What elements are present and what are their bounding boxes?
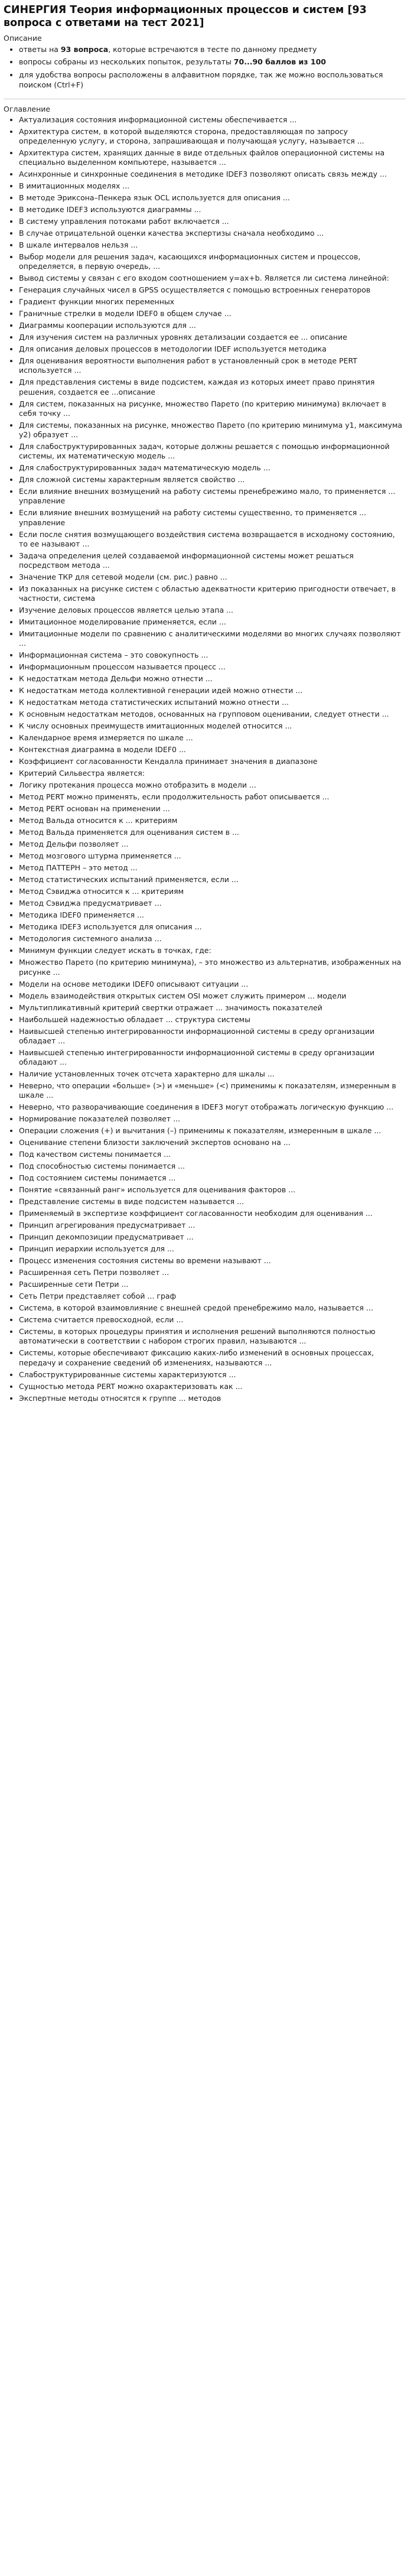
toc-item-label[interactable]: Расширенные сети Петри ... <box>19 1280 129 1289</box>
toc-item-label[interactable]: Метод статистических испытаний применяется, если ... <box>19 875 239 884</box>
toc-item[interactable] <box>19 1382 406 1391</box>
toc-item[interactable] <box>19 584 406 603</box>
toc-item[interactable] <box>19 333 406 342</box>
toc-item-label[interactable]: Для слабоструктурированных задач математическую модель ... <box>19 463 270 473</box>
toc-item-label[interactable]: Наивысшей степенью интегрированности информационной системы в среду организации обладает ... <box>19 1026 375 1045</box>
description-list <box>4 44 406 90</box>
toc-item-label[interactable]: Метод PERT основан на применении ... <box>19 804 170 814</box>
toc-item-label[interactable]: Для оценивания вероятности выполнения работ в установленный срок в методе PERT используется ... <box>19 356 357 375</box>
toc-item-label[interactable]: Метод Вальда применяется для оценивания систем в ... <box>19 828 239 837</box>
toc-item-label[interactable]: Неверно, что операции «больше» (>) и «меньше» (<) применимы к показателям, измеренным в шкале ... <box>19 1081 396 1100</box>
toc-item[interactable] <box>19 573 406 582</box>
toc-item-label[interactable]: Методика IDEF3 используется для описания ... <box>19 922 202 932</box>
toc-item[interactable] <box>19 148 406 167</box>
toc-item[interactable] <box>19 674 406 684</box>
toc-item-label[interactable]: Сеть Петри представляет собой ... граф <box>19 1292 177 1301</box>
toc-item[interactable] <box>19 378 406 396</box>
toc-item-label[interactable]: Информационная система – это совокупность ... <box>19 650 208 660</box>
toc-item-label[interactable]: Применяемый в экспертизе коэффициент согласованности необходим для оценивания ... <box>19 1209 373 1218</box>
toc-item-label[interactable]: Информационным процессом называется процесс ... <box>19 662 226 672</box>
toc-item-label[interactable]: Метод PERT можно применять, если продолжительность работ описывается ... <box>19 792 330 802</box>
toc-item[interactable] <box>19 721 406 731</box>
toc-item-label[interactable]: Если влияние внешних возмущений на работу системы пренебрежимо мало, то применяется ... управление <box>19 487 396 506</box>
toc-item[interactable] <box>19 463 406 473</box>
toc-item-label[interactable]: Имитационные модели по сравнению с аналитическими моделями во многих случаях позволяют ... <box>19 629 401 648</box>
toc-item[interactable] <box>19 193 406 203</box>
toc-item-label[interactable]: Архитектура систем, хранящих данные в виде отдельных файлов операционной системы на специально выделенном компьютере, называется ... <box>19 148 385 167</box>
toc-item[interactable] <box>19 475 406 484</box>
toc-item-label[interactable]: Для представления системы в виде подсистем, каждая из которых имеет право принятия решения, создается ее ...описание <box>19 378 375 396</box>
description-text: , которые встречаются в тесте по данному предмету <box>108 45 317 54</box>
toc-item-label[interactable]: Процесс изменения состояния системы во времени называют ... <box>19 1256 271 1266</box>
toc-item[interactable] <box>19 1315 406 1325</box>
toc-item[interactable] <box>19 421 406 440</box>
toc-item[interactable] <box>19 922 406 932</box>
toc-item[interactable] <box>19 127 406 146</box>
toc-item-label[interactable]: Множество Парето (по критерию минимума), – это множество из альтернатив, изображенных на рисунке ... <box>19 958 402 977</box>
toc-item-label[interactable]: Коэффициент согласованности Кендалла принимает значения в диапазоне <box>19 757 318 766</box>
description-bold: 93 вопроса <box>60 45 109 54</box>
toc-item-label[interactable]: Диаграммы кооперации используются для ... <box>19 321 196 330</box>
toc-item-label[interactable]: Представление системы в виде подсистем называется ... <box>19 1197 245 1206</box>
toc-item-label[interactable]: В систему управления потоками работ включается ... <box>19 217 229 226</box>
toc-item[interactable] <box>19 551 406 570</box>
toc-item[interactable] <box>19 733 406 743</box>
toc-item[interactable] <box>19 321 406 330</box>
description-item <box>19 70 406 90</box>
toc-item-label[interactable]: Для описания деловых процессов в методологии IDEF используется методика <box>19 344 327 354</box>
toc-item[interactable] <box>19 980 406 989</box>
toc-item-label[interactable]: Наличие установленных точек отсчета характерно для шкалы ... <box>19 1069 275 1079</box>
toc-item[interactable] <box>19 170 406 179</box>
toc-item-label[interactable]: В методе Эриксона–Пенкера язык OCL используется для описания ... <box>19 193 290 203</box>
toc-item[interactable] <box>19 1185 406 1195</box>
toc-item[interactable] <box>19 229 406 238</box>
description-bold: 70...90 баллов из 100 <box>233 57 326 67</box>
toc-item[interactable] <box>19 662 406 672</box>
toc-item[interactable] <box>19 309 406 318</box>
toc-item[interactable] <box>19 217 406 226</box>
toc-item-label[interactable]: К недостаткам метода коллективной генерации идей можно отнести ... <box>19 686 303 695</box>
toc-item[interactable] <box>19 863 406 873</box>
toc-item[interactable] <box>19 946 406 955</box>
toc-item-label[interactable]: Методология системного анализа ... <box>19 934 162 944</box>
toc-item[interactable] <box>19 252 406 271</box>
toc-item-label[interactable]: Наибольшей надежностью обладает ... структура системы <box>19 1014 250 1024</box>
toc-item[interactable] <box>19 399 406 418</box>
toc-item[interactable] <box>19 1015 406 1024</box>
toc-item-label[interactable]: Значение ТКР для сетевой модели (см. рис.) равно ... <box>19 573 227 582</box>
toc-item-label[interactable]: Из показанных на рисунке систем с областью адекватности критерию пригодности отвечает, в частности, система <box>19 584 396 603</box>
toc-item[interactable] <box>19 1114 406 1124</box>
toc-item[interactable] <box>19 745 406 754</box>
toc-item-label[interactable]: Контекстная диаграмма в модели IDEF0 ... <box>19 745 186 754</box>
description-text: вопросы собраны из нескольких попыток, результаты <box>19 57 234 67</box>
toc-item[interactable] <box>19 508 406 527</box>
toc-item[interactable] <box>19 274 406 283</box>
toc-item-label[interactable]: Системы, в которых процедуры принятия и исполнения решений выполняются полностью автоматически в соответствии с набором строгих правил, называются ... <box>19 1327 376 1346</box>
toc-item[interactable] <box>19 356 406 375</box>
toc-item-label[interactable]: Критерий Сильвестра является: <box>19 769 145 778</box>
toc-item[interactable] <box>19 1138 406 1147</box>
toc-item[interactable] <box>19 851 406 861</box>
toc-item-label[interactable]: Для изучения систем на различных уровнях детализации создается ее ... описание <box>19 333 347 342</box>
toc-item[interactable] <box>19 1327 406 1346</box>
description-item <box>19 57 406 67</box>
toc-item[interactable] <box>19 1003 406 1013</box>
toc-item[interactable] <box>19 240 406 250</box>
toc-item[interactable] <box>19 344 406 354</box>
toc-item-label[interactable]: Граничные стрелки в модели IDEF0 в общем случае ... <box>19 309 232 318</box>
toc-item-label[interactable]: Система, в которой взаимовлияние с внешней средой пренебрежимо мало, называется ... <box>19 1303 373 1313</box>
toc-item[interactable] <box>19 1256 406 1266</box>
toc-item-label[interactable]: Мультипликативный критерий свертки отражает ... значимость показателей <box>19 1003 322 1012</box>
toc-item[interactable] <box>19 1081 406 1100</box>
toc-item[interactable] <box>19 1173 406 1183</box>
toc-item-label[interactable]: Нормирование показателей позволяет ... <box>19 1114 181 1124</box>
toc-item[interactable] <box>19 816 406 825</box>
toc-item-label[interactable]: В случае отрицательной оценки качества экспертизы сначала необходимо ... <box>19 229 324 238</box>
toc-item[interactable] <box>19 804 406 814</box>
toc-item-label[interactable]: К недостаткам метода Дельфи можно отнести ... <box>19 674 213 684</box>
toc-item[interactable] <box>19 1394 406 1403</box>
toc-item[interactable] <box>19 205 406 214</box>
toc-item-label[interactable]: Актуализация состояния информационной системы обеспечивается ... <box>19 115 297 124</box>
toc-item[interactable] <box>19 1348 406 1367</box>
toc-item-label[interactable]: Минимум функции следует искать в точках, где: <box>19 946 211 955</box>
toc-item[interactable] <box>19 1292 406 1301</box>
toc-item[interactable] <box>19 285 406 295</box>
toc-item[interactable] <box>19 1150 406 1159</box>
toc-item[interactable] <box>19 887 406 896</box>
toc-item[interactable] <box>19 828 406 837</box>
toc-item[interactable] <box>19 442 406 461</box>
toc-item-label[interactable]: Под состоянием системы понимается ... <box>19 1173 176 1183</box>
toc-item-label[interactable]: В методике IDEF3 используются диаграммы ... <box>19 205 201 214</box>
toc-item-label[interactable]: Операции сложения (+) и вычитания (–) применимы к показателям, измеренным в шкале ... <box>19 1126 382 1136</box>
toc-item[interactable] <box>19 650 406 660</box>
toc-item[interactable] <box>19 1232 406 1242</box>
toc-item-label[interactable]: Оценивание степени близости заключений экспертов основано на ... <box>19 1138 291 1147</box>
toc-item[interactable] <box>19 757 406 766</box>
description-text: ответы на <box>19 45 61 54</box>
toc-item-label[interactable]: Логику протекания процесса можно отобразить в модели ... <box>19 780 256 790</box>
toc-item-label[interactable]: Архитектура систем, в которой выделяются сторона, предоставляющая по запросу определенную услугу, и сторона, запрашивающая и получающая услугу, называется ... <box>19 126 364 145</box>
toc-item[interactable] <box>19 115 406 125</box>
toc-item[interactable] <box>19 1162 406 1171</box>
toc-item-label[interactable]: Сущностью метода PERT можно охарактеризовать как ... <box>19 1381 243 1391</box>
toc-item[interactable] <box>19 606 406 615</box>
toc-item-label[interactable]: Если после снятия возмущающего воздействия система возвращается в исходному состоянию, то ее называют ... <box>19 529 395 548</box>
toc-item[interactable] <box>19 769 406 778</box>
toc-item[interactable] <box>19 934 406 944</box>
toc-item-label[interactable]: Вывод системы у связан с его входом соотношением y=ax+b. Является ли система линейной: <box>19 274 389 283</box>
toc-item-label[interactable]: Выбор модели для решения задач, касающихся информационных систем и процессов, определяется, в первую очередь, ... <box>19 252 361 271</box>
toc-item-label[interactable]: Календарное время измеряется по шкале ... <box>19 733 193 743</box>
toc-label: Оглавление <box>4 104 51 113</box>
toc-item-label[interactable]: К недостаткам метода статистических испытаний можно отнести ... <box>19 698 289 707</box>
toc-item[interactable] <box>19 1370 406 1380</box>
toc-item[interactable] <box>19 1102 406 1112</box>
toc-item-label[interactable]: Под способностью системы понимается ... <box>19 1162 185 1171</box>
toc-item-label[interactable]: Понятие «связанный ранг» используется для оценивания факторов ... <box>19 1185 296 1195</box>
toc-item-label[interactable]: Метод мозгового штурма применяется ... <box>19 851 181 861</box>
toc-item-label[interactable]: Метод Вальда относится к ... критериям <box>19 816 178 825</box>
toc-item-label[interactable]: В шкале интервалов нельзя ... <box>19 240 138 250</box>
toc-item-label[interactable]: Неверно, что разворачивающие соединения в IDEF3 могут отображать логическую функцию ... <box>19 1102 394 1112</box>
toc-item-label[interactable]: Принцип декомпозиции предусматривает ... <box>19 1232 194 1242</box>
toc-item[interactable] <box>19 686 406 695</box>
toc-item[interactable] <box>19 792 406 802</box>
toc-item[interactable] <box>19 710 406 719</box>
toc-item-label[interactable]: Асинхронные и синхронные соединения в методике IDEF3 позволяют описать связь между ... <box>19 170 387 179</box>
toc-item[interactable] <box>19 958 406 977</box>
toc-item-label[interactable]: Методика IDEF0 применяется ... <box>19 910 144 920</box>
toc-item-label[interactable]: Градиент функции многих переменных <box>19 297 175 307</box>
toc-item-label[interactable]: В имитационных моделях ... <box>19 181 130 191</box>
toc-item[interactable] <box>19 840 406 849</box>
toc-item[interactable] <box>19 1268 406 1277</box>
toc-item[interactable] <box>19 1069 406 1079</box>
toc-item-label[interactable]: Система считается превосходной, если ... <box>19 1315 184 1325</box>
toc-item-label[interactable]: Слабоструктурированные системы характеризуются ... <box>19 1370 236 1379</box>
toc-item[interactable] <box>19 1126 406 1136</box>
toc-item-label[interactable]: Имитационное моделирование применяется, если ... <box>19 617 226 627</box>
toc-item[interactable] <box>19 297 406 307</box>
toc-item[interactable] <box>19 530 406 549</box>
toc-item-label[interactable]: Для сложной системы характерным является свойство ... <box>19 475 245 484</box>
toc-item-label[interactable]: Метод Дельфи позволяет ... <box>19 840 129 849</box>
toc-item-label[interactable]: Модель взаимодействия открытых систем OSI может служить примером ... модели <box>19 991 347 1000</box>
toc-item[interactable] <box>19 181 406 191</box>
toc-list <box>4 115 406 1403</box>
toc-item[interactable] <box>19 1209 406 1218</box>
toc-item-label[interactable]: Расширенная сеть Петри позволяет ... <box>19 1268 169 1277</box>
page-title: СИНЕРГИЯ Теория информационных процессов и систем [93 вопроса с ответами на тест 2021] <box>4 4 367 29</box>
toc-item[interactable] <box>19 875 406 884</box>
toc-item-label[interactable]: К основным недостаткам методов, основанных на групповом оценивании, следует отнести ... <box>19 710 389 719</box>
toc-item-label[interactable]: Модели на основе методики IDEF0 описывают ситуации ... <box>19 979 249 988</box>
toc-item-label[interactable]: Для системы, показанных на рисунке, множество Парето (по критерию минимума y1, максимума y2) образует ... <box>19 420 403 440</box>
toc-item-label[interactable]: Метод ПАТТЕРН – это метод ... <box>19 863 138 873</box>
description-text: для удобства вопросы расположены в алфавитном порядке, так же можно воспользоваться поиском (Ctrl+F) <box>19 70 383 90</box>
toc-item-label[interactable]: Если влияние внешних возмущений на работу системы существенно, то применяется ... управление <box>19 508 367 527</box>
toc-item[interactable] <box>19 1048 406 1067</box>
toc-item-label[interactable]: К числу основных преимуществ имитационных моделей относится ... <box>19 721 292 731</box>
toc-item[interactable] <box>19 780 406 790</box>
toc-item-label[interactable]: Для слабоструктурированных задач, которые должны решается с помощью информационной системы, их математическую модель ... <box>19 442 390 461</box>
toc-item[interactable] <box>19 487 406 506</box>
toc-item-label[interactable]: Системы, которые обеспечивают фиксацию каких-либо изменений в основных процессах, передачу и сохранение сведений об изменениях, называются ... <box>19 1348 374 1367</box>
toc-item[interactable] <box>19 617 406 627</box>
toc-item-label[interactable]: Принцип иерархии используется для ... <box>19 1244 174 1254</box>
toc-item[interactable] <box>19 1303 406 1313</box>
toc-item[interactable] <box>19 1221 406 1230</box>
description-item <box>19 44 406 54</box>
toc-item[interactable] <box>19 899 406 908</box>
description-label: Описание <box>4 34 42 43</box>
toc-item-label[interactable]: Экспертные методы относятся к группе ... методов <box>19 1393 221 1403</box>
toc-item-label[interactable]: Генерация случайных чисел в GPSS осуществляется с помощью встроенных генераторов <box>19 285 371 295</box>
toc-item-label[interactable]: Принцип агрегирования предусматривает ... <box>19 1221 195 1230</box>
toc-item[interactable] <box>19 629 406 648</box>
toc-item[interactable] <box>19 1027 406 1046</box>
toc-item[interactable] <box>19 1280 406 1289</box>
toc-item-label[interactable]: Задача определения целей создаваемой информационной системы может решаться посредством метода ... <box>19 551 354 570</box>
toc-item-label[interactable]: Метод Сэвиджа предусматривает ... <box>19 899 162 908</box>
toc-item-label[interactable]: Изучение деловых процессов является целью этапа ... <box>19 606 234 615</box>
toc-item-label[interactable]: Под качеством системы понимается ... <box>19 1150 171 1159</box>
toc-item[interactable] <box>19 698 406 707</box>
toc-item-label[interactable]: Наивысшей степенью интегрированности информационной системы в среду организации обладают ... <box>19 1048 375 1067</box>
toc-item[interactable] <box>19 991 406 1001</box>
toc-item[interactable] <box>19 1244 406 1254</box>
toc-item-label[interactable]: Метод Сэвиджа относится к ... критериям <box>19 887 184 896</box>
toc-item[interactable] <box>19 1197 406 1206</box>
toc-item[interactable] <box>19 910 406 920</box>
toc-item-label[interactable]: Для систем, показанных на рисунке, множество Парето (по критерию минимума) включает в себя точку ... <box>19 399 387 418</box>
